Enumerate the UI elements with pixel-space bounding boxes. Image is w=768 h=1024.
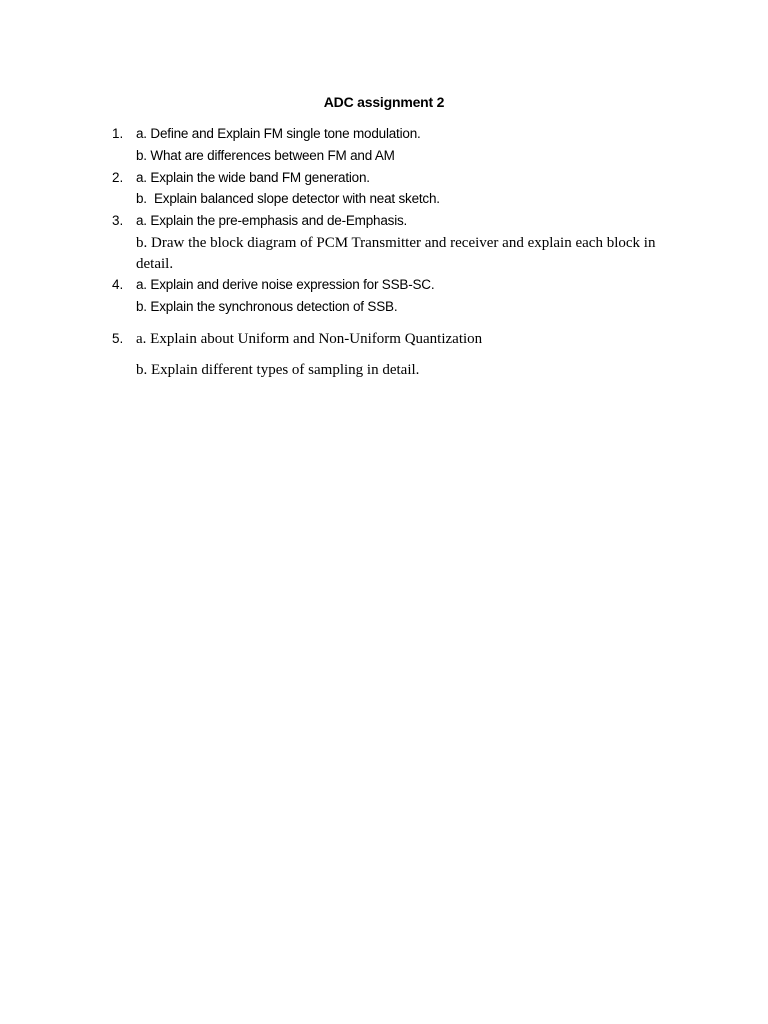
- question-part: a. Explain the wide band FM generation.: [136, 170, 370, 185]
- question-part: b. Draw the block diagram of PCM Transmitter and receiver and explain each block in detail.: [136, 235, 656, 272]
- question-number: 2.: [112, 170, 124, 185]
- question-number: 5.: [112, 331, 124, 346]
- question-number: 1.: [112, 126, 124, 141]
- question-part: b. What are differences between FM and AM: [136, 148, 395, 163]
- question-number: 3.: [112, 213, 124, 228]
- question-part: a. Explain and derive noise expression for SSB-SC.: [136, 277, 435, 292]
- question-part: a. Explain the pre-emphasis and de-Emphasis.: [136, 213, 408, 228]
- question-part: a. Explain about Uniform and Non-Uniform Quantization: [136, 331, 483, 347]
- question-part: b. Explain different types of sampling in detail.: [136, 362, 420, 378]
- question-number: 4.: [112, 277, 124, 292]
- question-part: a. Define and Explain FM single tone modulation.: [136, 126, 421, 141]
- question-part: b. Explain the synchronous detection of SSB.: [136, 299, 398, 314]
- question-part: b. Explain balanced slope detector with neat sketch.: [136, 191, 440, 206]
- document-title: ADC assignment 2: [323, 94, 445, 110]
